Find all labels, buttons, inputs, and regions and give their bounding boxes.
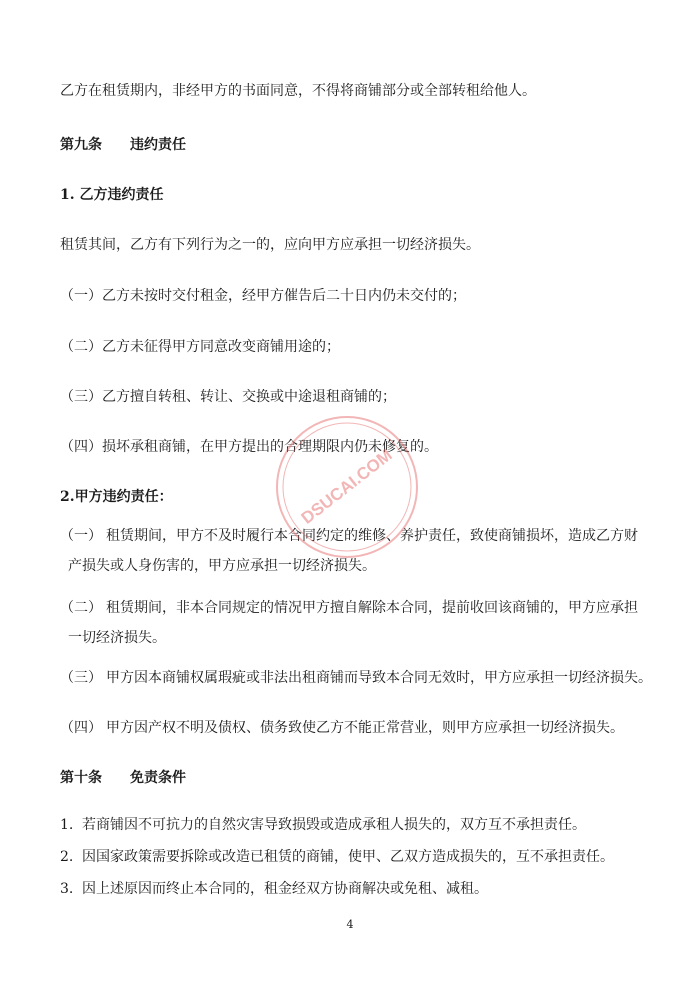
section-2-item-1-line-2: 产损失或人身伤害的，甲方应承担一切经济损失。 [68,558,376,574]
watermark-text: DSUCAI.COM [297,445,396,528]
intro-paragraph: 乙方在租赁期内，非经甲方的书面同意，不得将商铺部分或全部转租给他人。 [60,83,536,99]
section-1-heading: 1. 乙方违约责任 [60,187,164,203]
section-2-item-1-marker: （一） [60,528,102,544]
article-10-item-1 [60,814,660,836]
section-2-item-3-marker: （三） [60,670,102,686]
section-2-item-3-line-1: 甲方因本商铺权属瑕疵或非法出租商铺而导致本合同无效时，甲方应承担一切经济损失。 [106,670,652,686]
article-10-item-1-text: 若商铺因不可抗力的自然灾害导致损毁或造成承租人损失的，双方互不承担责任。 [82,817,586,833]
page-number: 4 [346,918,354,931]
section-2-item-4-marker: （四） [60,720,102,736]
section-2-item-4 [60,713,660,743]
section-2-heading: 2.甲方违约责任： [60,489,173,505]
article-9-title: 违约责任 [130,137,186,153]
article-10-item-2-text: 因国家政策需要拆除或改造已租赁的商铺，使甲、乙双方造成损失的，互不承担责任。 [82,849,614,865]
article-10-heading [60,767,660,789]
article-10-number: 第十条 [60,770,102,786]
section-2-item-3 [60,663,660,693]
article-10-item-1-number: 1. [60,817,74,833]
article-10-item-3-text: 因上述原因而终止本合同的，租金经双方协商解决或免租、减租。 [82,881,488,897]
section-1-item-4: （四）损坏承租商铺，在甲方提出的合理期限内仍未修复的。 [60,439,438,455]
section-2-item-1 [60,521,660,581]
section-1-item-2: （二）乙方未征得甲方同意改变商铺用途的； [60,339,340,355]
section-1-item-1: （一）乙方未按时交付租金，经甲方催告后二十日内仍未交付的； [60,288,466,304]
section-2-item-2-marker: （二） [60,600,102,616]
article-10-item-2-number: 2. [60,849,74,865]
article-9-heading [60,134,660,156]
article-10-item-2 [60,846,660,868]
section-2-item-1-line-1: 租赁期间，甲方不及时履行本合同约定的维修、养护责任，致使商铺损坏，造成乙方财 [106,528,638,544]
section-1-item-3: （三）乙方擅自转租、转让、交换或中途退租商铺的； [60,389,396,405]
section-2-item-2 [60,593,660,653]
section-2-item-4-line-1: 甲方因产权不明及债权、债务致使乙方不能正常营业，则甲方应承担一切经济损失。 [106,720,624,736]
section-1-intro: 租赁其间，乙方有下列行为之一的，应向甲方应承担一切经济损失。 [60,237,480,253]
section-2-item-2-line-1: 租赁期间，非本合同规定的情况甲方擅自解除本合同，提前收回该商铺的，甲方应承担 [106,600,638,616]
article-9-number: 第九条 [60,137,102,153]
article-10-item-3-number: 3. [60,881,74,897]
section-2-item-2-line-2: 一切经济损失。 [68,630,166,646]
article-10-item-3 [60,878,660,900]
article-10-title: 免责条件 [130,770,186,786]
